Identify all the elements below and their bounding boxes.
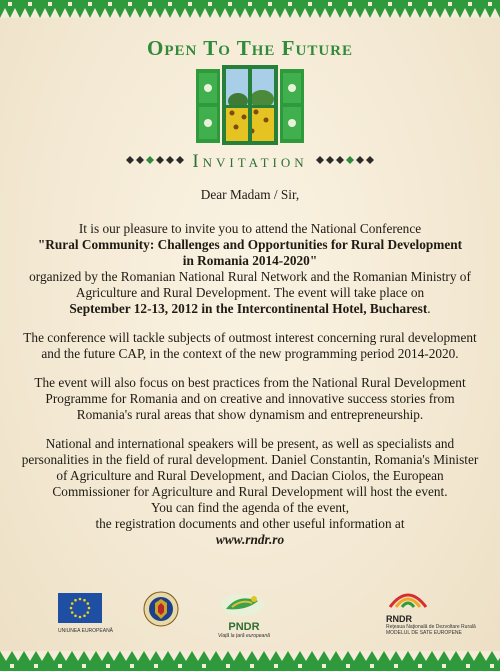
p1-date-line (12, 301, 488, 317)
page-title: Open To The Future (146, 36, 353, 60)
date-period: . (427, 301, 431, 316)
p3-line2: Programme for Romania and on creative and innovative success stories from (45, 391, 455, 406)
event-date-venue: September 12-13, 2012 in the Intercontinental Hotel, Bucharest (69, 301, 428, 316)
conference-title-line2: in Romania 2014-2020" (182, 253, 318, 268)
p4-line1: National and international speakers will be present, as well as specialists and (45, 436, 455, 451)
p4-line3: of Agriculture and Rural Development, and Dacian Ciolos, the European (56, 468, 444, 483)
pndr-name: PNDR (228, 621, 260, 633)
website-link[interactable]: www.rndr.ro (215, 532, 285, 547)
p3-line1: The event will also focus on best practices from the National Rural Development (34, 375, 466, 390)
invitation-word: Invitation (192, 151, 308, 172)
p4-line6: the registration documents and other useful information at (95, 516, 405, 531)
left-ornament-icon (124, 153, 186, 171)
bottom-folk-border (0, 651, 500, 671)
eu-flag-icon (58, 593, 102, 623)
pndr-leaf-icon (218, 591, 266, 617)
p1-intro: It is our pleasure to invite you to attend the National Conference (78, 221, 422, 236)
greeting: Dear Madam / Sir, (200, 187, 300, 202)
p1-line4: Agriculture and Rural Development. The event will take place on (75, 285, 425, 300)
rndr-arcs-icon (386, 587, 430, 609)
p3-line3: Romania's rural areas that show dynamism and entrepreneurship. (76, 407, 424, 422)
eu-caption: UNIUNEA EUROPEANĂ (58, 628, 114, 634)
sponsor-logos (0, 587, 500, 637)
conference-title-line1: "Rural Community: Challenges and Opportunities for Rural Development (37, 237, 463, 252)
letter-body (12, 187, 488, 548)
top-folk-border (0, 0, 500, 18)
rndr-subtitle-2: MODELUL DE SATE EUROPENE (386, 630, 462, 636)
open-window-illustration (196, 65, 304, 145)
invitation-heading (0, 151, 500, 173)
p1-line3: organized by the Romanian National Rural Network and the Romanian Ministry of (29, 269, 471, 284)
p4-line5: You can find the agenda of the event, (150, 500, 350, 515)
rndr-subtitle-1: Reţeaua Naţională de Dezvoltare Rurală (386, 624, 476, 630)
p2-line2: and the future CAP, in the context of the new programming period 2014-2020. (41, 346, 459, 361)
rndr-name: RNDR (386, 614, 412, 624)
romania-coat-of-arms (143, 589, 179, 636)
coat-of-arms-icon (143, 589, 179, 631)
eu-logo (58, 593, 113, 634)
right-ornament-icon (314, 153, 376, 171)
p4-line2: personalities in the field of rural development. Daniel Constantin, Romania's Minister (21, 452, 479, 467)
pndr-tagline: Viață la țară europeană (218, 633, 270, 639)
p2-line1: The conference will tackle subjects of outmost interest concerning rural development (23, 330, 477, 345)
rndr-logo (386, 587, 476, 636)
pndr-logo (218, 591, 270, 639)
p4-line4: Commissioner for Agriculture and Rural Development will host the event. (52, 484, 448, 499)
